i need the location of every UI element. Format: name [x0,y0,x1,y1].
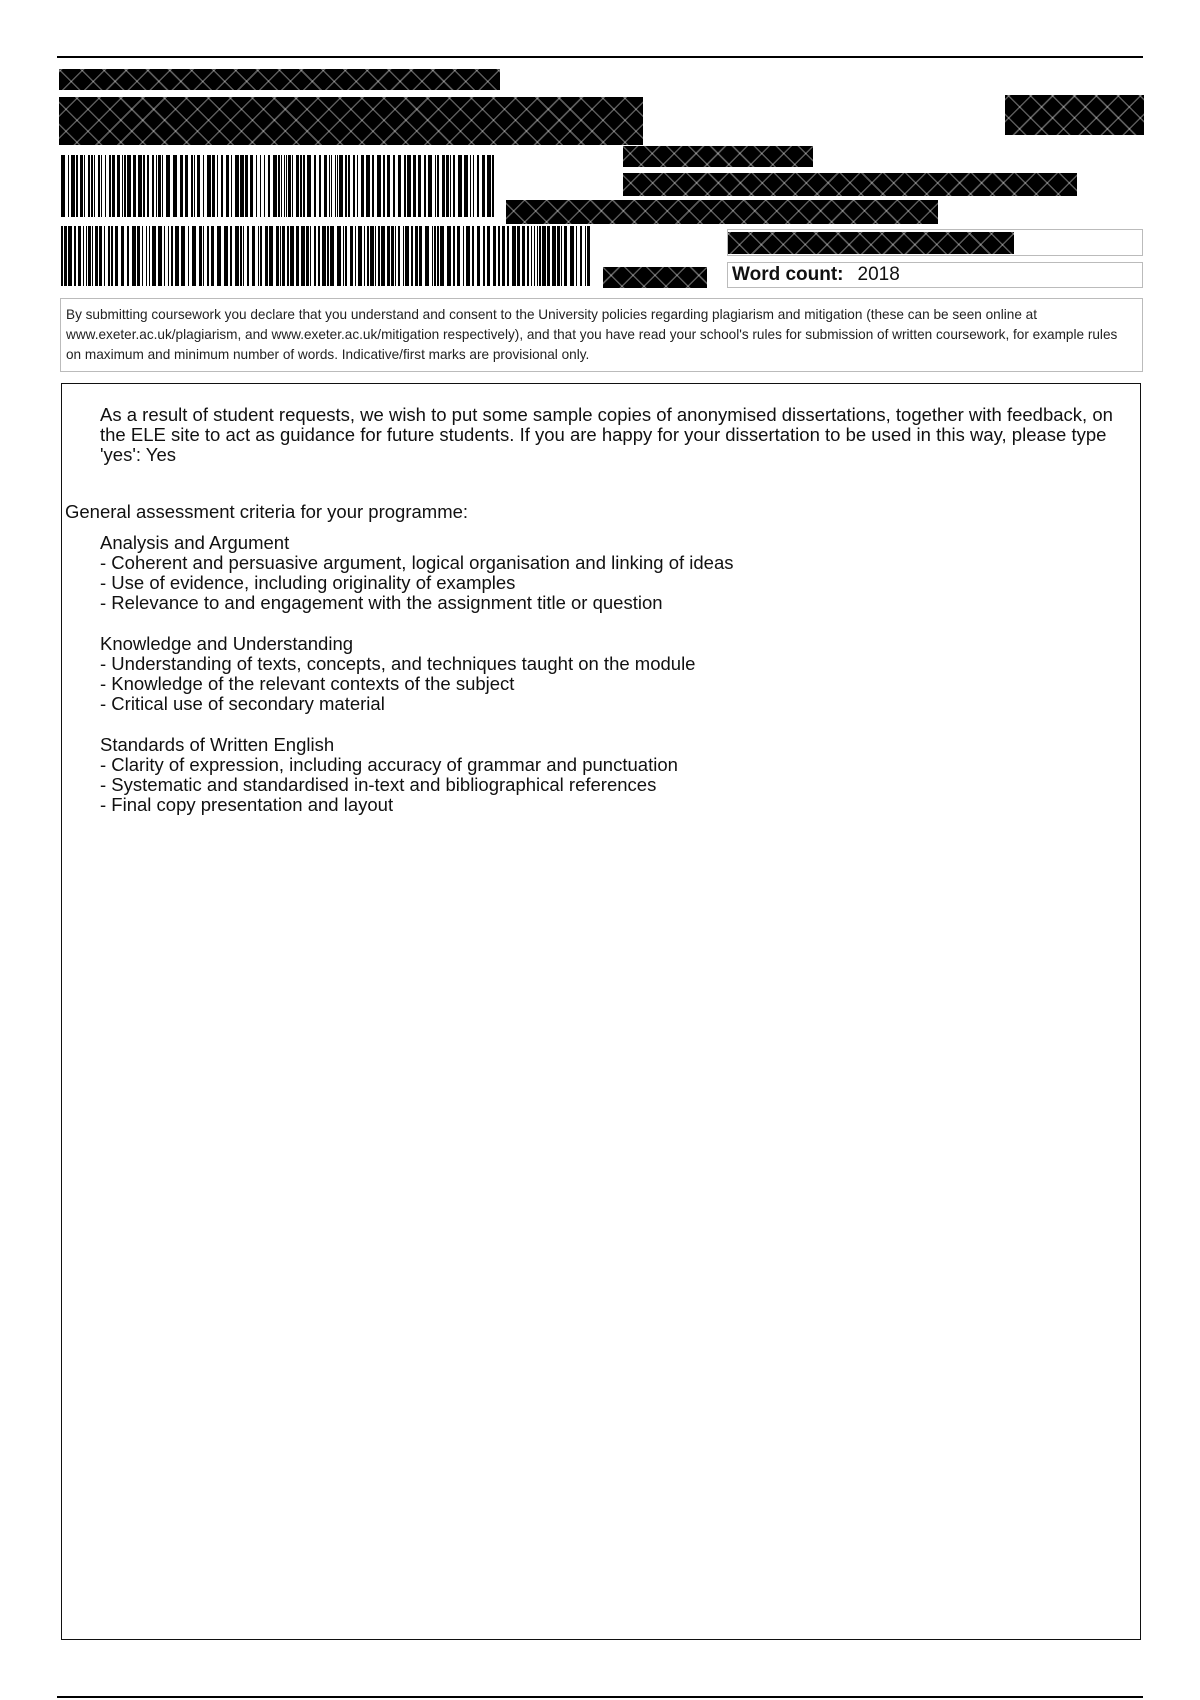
barcode-bar [564,226,567,286]
barcode-bar [68,226,72,286]
barcode-bar [185,155,188,217]
barcode-bar [561,226,562,286]
redacted-field [728,232,1014,254]
barcode-bar [92,226,93,286]
criteria-item: - Clarity of expression, including accuracy of grammar and punctuation [100,754,678,775]
barcode-bar [282,226,285,286]
barcode-bar [264,155,265,217]
barcode-bar [585,226,586,286]
criteria-section-title: Knowledge and Understanding [100,633,354,654]
barcode-bar [306,226,309,286]
barcode-bar [357,155,358,217]
barcode-bar [343,226,344,286]
barcode-bar [318,226,320,286]
barcode-bar [281,155,282,217]
barcode-bar [537,226,538,286]
barcode-bar [576,226,577,286]
barcode-bar [268,155,270,217]
barcode-bar [138,155,142,217]
barcode-bar [240,155,244,217]
barcode-bar [387,226,390,286]
barcode-bar [101,155,102,217]
barcode-bar [492,155,494,217]
barcode-bar [243,226,244,286]
barcode-bar [364,226,365,286]
barcode-bar [221,155,223,217]
barcode-bar [552,226,556,286]
barcode-bar [482,155,485,217]
barcode-bar [587,226,590,286]
barcode-bar [124,155,126,217]
barcode-bar [405,226,409,286]
barcode-bar [104,226,105,286]
barcode-bar [547,226,550,286]
barcode-bar [472,226,474,286]
barcode-bar [152,226,156,286]
criteria-item: - Knowledge of the relevant contexts of the subject [100,673,515,694]
barcode-bar [231,155,232,217]
barcode-bar [428,155,432,217]
barcode-bar [260,155,261,217]
barcode-bar [288,155,291,217]
barcode-bar [258,226,259,286]
barcode-bar [80,155,83,217]
barcode-bar [319,155,321,217]
declaration-notice: By submitting coursework you declare that you understand and consent to the University policies regarding plagiarism and mitigation (these can be seen online at www.exeter.ac.uk/plagiarism, and www.exeter.ac.uk/mitigation respectively), and that you have read your school's rules for submission of written coursework, for example rules on maximum and minimum number of words. Indicative/first marks are provisional only. [60,298,1143,372]
barcode-bar [192,226,196,286]
barcode-bar [483,226,485,286]
barcode-bar [446,155,449,217]
barcode-bar [522,226,525,286]
barcode-bar [487,155,491,217]
barcode-bar [398,155,401,217]
barcode-bar [158,155,161,217]
criteria-section [100,735,1000,815]
barcode-bar [211,226,214,286]
barcode-bar [350,226,353,286]
barcode-bar [301,226,305,286]
barcode-bar [64,226,67,286]
barcode-bar [91,155,93,217]
barcode-bar [286,155,287,217]
barcode-bar [330,226,334,286]
barcode-bar [203,226,204,286]
barcode-bar [329,155,330,217]
barcode-bar [230,226,232,286]
barcode-bar [466,226,470,286]
barcode-bar [542,226,546,286]
redacted-field [1005,95,1144,135]
redacted-field [506,200,938,224]
barcode-bar [463,226,464,286]
dissertation-request: As a result of student requests, we wish to put some sample copies of anonymised dissertations, together with feedback, on the ELE site to act as guidance for future students. If you are happy for your dissertation to be used in this way, please type 'yes': Yes [100,404,1113,465]
barcode-bar [84,155,85,217]
barcode-bar [197,155,200,217]
barcode-bar [240,226,242,286]
barcode-bar [156,155,157,217]
barcode-bar [284,155,285,217]
barcode-bar [300,155,302,217]
barcode-bar [366,155,370,217]
barcode-bar [61,226,63,286]
barcode-bar [372,155,374,217]
barcode-bar [166,155,170,217]
barcode-bar [252,226,255,286]
barcode-bar [88,226,91,286]
barcode-bar [296,155,299,217]
barcode-bar [149,226,150,286]
barcode-bar [162,155,163,217]
barcode-bar [331,155,332,217]
barcode-bar [158,226,162,286]
barcode-bar [307,155,311,217]
criteria-section-title: Analysis and Argument [100,532,290,553]
criteria-heading: General assessment criteria for your programme: [65,501,469,522]
barcode-bar [403,226,404,286]
criteria-section [100,634,1000,714]
barcode-bar [224,226,228,286]
barcode-bar [512,226,516,286]
barcode-bar [175,226,179,286]
barcode-bar [424,155,426,217]
barcode-bar [314,155,316,217]
barcode-bar [94,155,95,217]
barcode-bar [191,155,193,217]
barcode-bar [383,155,385,217]
barcode-bar [273,155,277,217]
barcode-bar [381,226,385,286]
barcode-bar [437,155,439,217]
barcode-bar [292,155,293,217]
barcode-bar [296,226,299,286]
barcode-bar [247,226,249,286]
barcode-bar [74,226,76,286]
barcode [61,226,593,286]
barcode-bar [122,155,123,217]
barcode-bar [370,226,374,286]
barcode-bar [322,226,326,286]
barcode-bar [502,226,505,286]
barcode-bar [226,155,229,217]
barcode-bar [453,155,455,217]
barcode-bar [487,226,490,286]
barcode-bar [127,155,131,217]
criteria-item: - Critical use of secondary material [100,693,385,714]
barcode-bar [355,226,356,286]
barcode-bar [507,226,509,286]
barcode-bar [531,226,532,286]
barcode-bar [105,155,106,217]
barcode-bar [137,226,140,286]
barcode-bar [181,226,185,286]
barcode-bar [437,226,439,286]
barcode-bar [95,226,98,286]
barcode-bar [425,226,429,286]
barcode-bar [173,155,177,217]
barcode-bar [78,226,81,286]
barcode-bar [477,155,479,217]
barcode-bar [447,226,451,286]
barcode-bar [245,155,248,217]
barcode-bar [115,226,118,286]
barcode-bar [235,155,239,217]
barcode-bar [411,226,413,286]
barcode-bar [464,155,468,217]
barcode-bar [477,226,480,286]
barcode-bar [453,226,455,286]
barcode-bar [168,226,169,286]
barcode-bar [339,155,343,217]
barcode-bar [557,226,560,286]
barcode-bar [419,226,422,286]
barcode-bar [133,155,136,217]
barcode-bar [68,155,69,217]
barcode-bar [143,155,145,217]
barcode-bar [71,155,75,217]
barcode-bar [217,226,221,286]
barcode-bar [314,226,316,286]
barcode-bar [112,155,115,217]
barcode-bar [442,155,445,217]
barcode-bar [127,226,129,286]
barcode-bar [99,226,102,286]
barcode-bar [527,226,529,286]
barcode-bar [458,155,462,217]
barcode-bar [280,226,281,286]
redacted-field [603,267,707,288]
barcode-bar [147,155,149,217]
barcode-bar [407,155,411,217]
barcode-bar [164,226,165,286]
barcode-bar [61,155,65,217]
barcode-bar [276,226,279,286]
barcode-bar [269,226,273,286]
redacted-field [59,69,500,90]
criteria-item: - Use of evidence, including originality of examples [100,572,516,593]
barcode-bar [378,226,380,286]
barcode-bar [111,226,113,286]
barcode-bar [98,155,100,217]
barcode-bar [580,226,582,286]
barcode-bar [348,155,350,217]
barcode-bar [250,155,253,217]
barcode-bar [83,226,84,286]
barcode-bar [395,226,396,286]
barcode-bar [387,155,390,217]
barcode-bar [404,155,406,217]
criteria-item: - Systematic and standardised in-text and bibliographical references [100,774,657,795]
barcode-bar [398,226,400,286]
barcode-bar [337,155,338,217]
barcode-bar [539,226,541,286]
barcode-bar [207,155,211,217]
barcode-bar [324,155,327,217]
barcode-bar [435,155,436,217]
barcode-bar [212,155,215,217]
barcode-bar [450,155,451,217]
barcode-bar [361,155,364,217]
barcode-bar [470,155,471,217]
barcode-bar [278,155,280,217]
barcode-bar [358,226,362,286]
criteria-item: - Understanding of texts, concepts, and techniques taught on the module [100,653,696,674]
criteria-item: - Final copy presentation and layout [100,794,394,815]
barcode-bar [345,155,347,217]
barcode-bar [146,226,147,286]
barcode-bar [534,226,535,286]
criteria-section-title: Standards of Written English [100,734,335,755]
barcode-bar [375,226,376,286]
barcode-bar [413,155,416,217]
barcode-bar [108,226,110,286]
barcode-bar [415,226,418,286]
barcode-bar [132,226,136,286]
barcode-bar [353,155,355,217]
barcode-bar [76,155,78,217]
barcode-bar [310,226,311,286]
barcode-bar [207,226,209,286]
barcode-bar [171,226,173,286]
barcode-bar [188,226,189,286]
barcode-bar [335,155,336,217]
barcode [61,155,496,217]
barcode-bar [377,155,381,217]
barcode-bar [337,226,341,286]
criteria-item: - Relevance to and engagement with the assignment title or question [100,592,663,613]
barcode-bar [440,226,444,286]
barcode-bar [260,226,262,286]
barcode-bar [88,155,90,217]
barcode-bar [235,226,239,286]
top-rule [57,56,1143,58]
word-count-label: Word count: [732,264,844,285]
barcode-bar [152,155,154,217]
barcode-bar [121,226,124,286]
barcode-bar [418,155,421,217]
barcode-bar [86,226,87,286]
barcode-bar [457,226,460,286]
barcode-bar [203,155,204,217]
barcode-bar [256,155,257,217]
word-count-value: 2018 [857,264,900,285]
barcode-bar [391,226,394,286]
redacted-field [623,146,813,167]
barcode-bar [290,226,294,286]
criteria-item: - Coherent and persuasive argument, logical organisation and linking of ideas [100,552,734,573]
barcode-bar [393,155,395,217]
redacted-title [59,97,643,145]
barcode-bar [473,155,474,217]
barcode-bar [109,155,111,217]
barcode-bar [434,226,436,286]
barcode-bar [180,155,183,217]
barcode-bar [303,155,305,217]
barcode-bar [199,226,202,286]
barcode-bar [117,155,120,217]
barcode-bar [367,226,369,286]
barcode-bar [265,226,268,286]
redacted-field [623,173,1077,196]
barcode-bar [432,226,433,286]
word-count-field [727,262,1143,288]
bottom-rule [57,1696,1143,1698]
barcode-bar [493,226,496,286]
barcode-bar [217,155,218,217]
barcode-bar [498,226,500,286]
barcode-bar [570,226,574,286]
barcode-bar [287,226,289,286]
criteria-section [100,533,1000,613]
barcode-bar [142,226,143,286]
barcode-bar [194,155,195,217]
barcode-bar [345,226,347,286]
barcode-bar [517,226,520,286]
barcode-bar [327,226,329,286]
